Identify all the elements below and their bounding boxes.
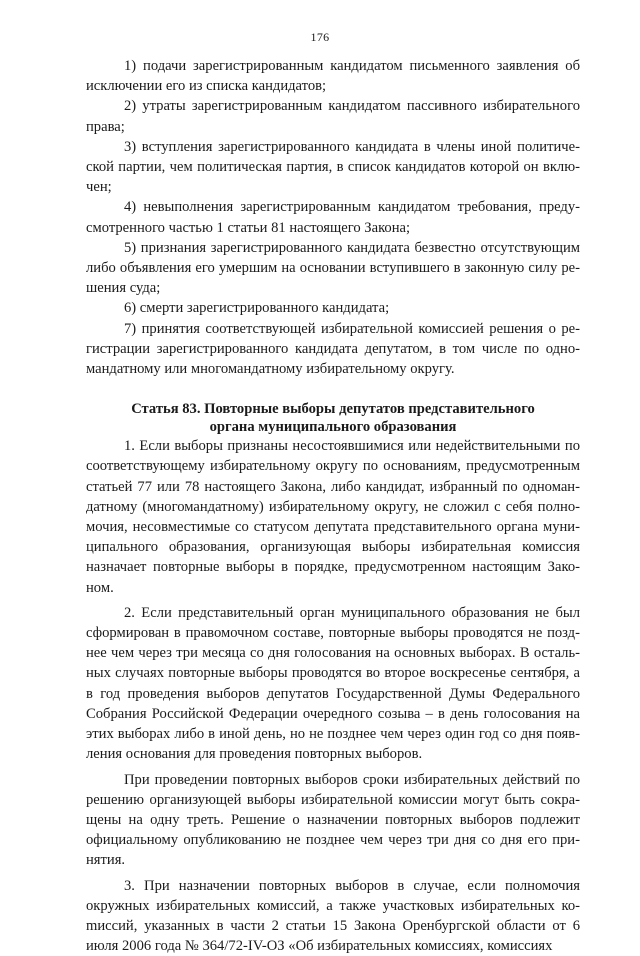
article-paragraph-3: При проведении повторных выборов сроки избирательных действий по решению организующей выборы избирательной комиссии могут быть сокращены на одну треть. Решение о назначении повторных выборов подлежит официальному опубликованию не позднее чем через три дня со дня его принятия. (86, 771, 580, 869)
list-item-6: 6) смерти зарегистрированного кандидата; (124, 300, 390, 317)
list-item-5: 5) признания зарегистрированного кандидата безвестно отсутствующим либо объявления его умершим на основании вступившего в законную силу решения суда; (86, 239, 580, 297)
list-item-3: 3) вступления зарегистрированного кандидата в члены иной политической партии, чем политическая партия, в список кандидатов которой он включен; (86, 138, 580, 196)
article-title-line-1: Статья 83. Повторные выборы депутатов представительного (131, 401, 535, 418)
article-paragraph-4: 3. При назначении повторных выборов в случае, если полномочия окружных избирательных комиссий, а также участковых избирательных коmиссий, указанных в части 2 статьи 15 Закона Оренбургской области от 6 июля 2006 года № 364/72-IV-ОЗ «Об избирательных комиссиях, комиссиях (86, 877, 580, 955)
article-title-line-2: органа муниципального образования (209, 419, 457, 436)
list-item-4: 4) невыполнения зарегистрированным кандидатом требования, предусмотренного частью 1 статьи 81 настоящего Закона; (86, 199, 580, 236)
article-paragraph-1: 1. Если выборы признаны несостоявшимися или недействительными по соответствующему избирательному округу по основаниям, предусмотренным статьей 77 или 78 настоящего Закона, либо кандидат, избранный по одномандатному (многомандатному) избирательному округу, не сложил с себя полномочия, несовместимые со статусом депутата представительного органа муниципального образования, организующая выборы избирательная комиссия назначает повторные выборы в порядке, предусмотренном настоящим Законом. (86, 438, 580, 596)
list-item-2: 2) утраты зарегистрированным кандидатом пассивного избирательного права; (86, 98, 580, 135)
page-number: 176 (310, 30, 330, 44)
article-paragraph-2: 2. Если представительный орган муниципального образования не был сформирован в правомочном составе, повторные выборы проводятся не позднее чем через три месяца со дня голосования на основных выборах. В остальных случаях повторные выборы проводятся во второе воскресенье сентября, а в год проведения выборов депутатов Государственной Думы Федерального Собрания Российской Федерации очередного созыва – в день голосования на этих выборах либо в иной день, но не позднее чем через один год со дня появления основания для проведения повторных выборов. (86, 604, 580, 763)
page-content (86, 56, 580, 956)
list-item-7: 7) принятия соответствующей избирательной комиссией решения о регистрации зарегистрированного кандидата депутатом, в том числе по одномандатному или многомандатному избирательному округу. (86, 320, 580, 378)
list-item-1: 1) подачи зарегистрированным кандидатом письменного заявления об исключении его из списка кандидатов; (86, 58, 580, 95)
article-title (86, 400, 580, 436)
